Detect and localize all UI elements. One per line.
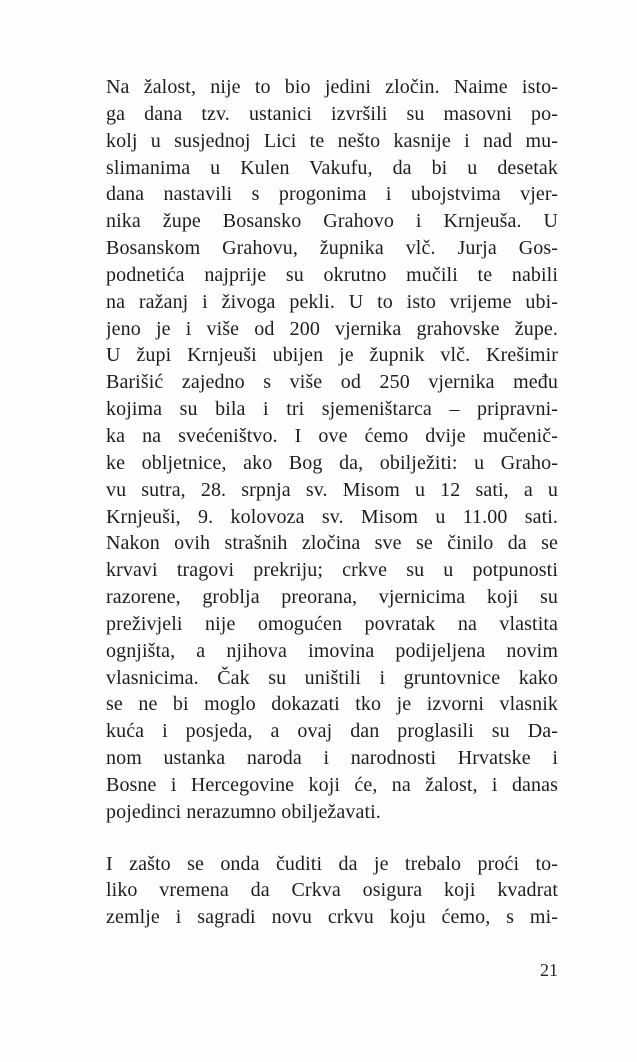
text-line: podnetića najprije su okrutno mučili te nabili	[106, 263, 558, 286]
paragraph	[106, 74, 558, 826]
text-line: Bosne i Hercegovine koji će, na žalost, i danas	[106, 773, 558, 796]
text-line: Krnjeuši, 9. kolovoza sv. Misom u 11.00 sati.	[106, 505, 558, 528]
text-line: krvavi tragovi prekriju; crkve su u potpunosti	[106, 559, 558, 582]
paragraph	[106, 851, 558, 932]
text-line: ognjišta, a njihova imovina podijeljena novim	[106, 639, 558, 662]
text-line: dana nastavili s progonima i ubojstvima vjer-	[106, 183, 558, 206]
page-number: 21	[540, 960, 558, 980]
text-line: liko vremena da Crkva osigura koji kvadrat	[106, 879, 558, 902]
text-line: ke obljetnice, ako Bog da, obilježiti: u Graho-	[106, 451, 558, 474]
text-line: jeno je i više od 200 vjernika grahovske župe.	[106, 317, 558, 340]
text-line: Nakon ovih strašnih zločina sve se činilo da se	[106, 532, 558, 555]
text-line: pojedinci nerazumno obilježavati.	[106, 800, 381, 823]
text-line: razorene, groblja preorana, vjernicima koji su	[106, 586, 558, 609]
text-line: kolj u susjednoj Lici te nešto kasnije i nad mu-	[106, 129, 558, 152]
text-line: nom ustanka naroda i narodnosti Hrvatske i	[106, 747, 558, 770]
text-line: kuća i posjeda, a ovaj dan proglasili su Da-	[106, 720, 558, 743]
text-line: Na žalost, nije to bio jedini zločin. Naime isto-	[106, 76, 558, 98]
text-line: Barišić zajedno s više od 250 vjernika među	[106, 371, 558, 394]
text-line: vu sutra, 28. srpnja sv. Misom u 12 sati, a u	[106, 478, 558, 501]
text-line: se ne bi moglo dokazati tko je izvorni vlasnik	[106, 693, 558, 716]
text-line: I zašto se onda čuditi da je trebalo proći to-	[106, 852, 558, 875]
text-line: zemlje i sagradi novu crkvu koju ćemo, s mi-	[106, 906, 558, 929]
text-line: na ražanj i živoga pekli. U to isto vrijeme ubi-	[106, 290, 558, 313]
text-line: preživjeli nije omogućen povratak na vlastita	[106, 612, 558, 635]
text-line: kojima su bila i tri sjemeništarca – pripravni-	[106, 398, 558, 421]
text-line: vlasnicima. Čak su uništili i gruntovnice kako	[106, 666, 558, 689]
text-line: slimanima u Kulen Vakufu, da bi u desetak	[106, 156, 558, 179]
body-text	[106, 74, 558, 931]
text-line: ka na svećeništvo. I ove ćemo dvije mučenič-	[106, 424, 558, 447]
text-line: ga dana tzv. ustanici izvršili su masovni po-	[106, 102, 558, 125]
text-line: Bosanskom Grahovu, župnika vlč. Jurja Gos-	[106, 237, 558, 260]
text-line: nika župe Bosansko Grahovo i Krnjeuša. U	[106, 210, 558, 233]
text-line: U župi Krnjeuši ubijen je župnik vlč. Krešimir	[106, 344, 558, 367]
